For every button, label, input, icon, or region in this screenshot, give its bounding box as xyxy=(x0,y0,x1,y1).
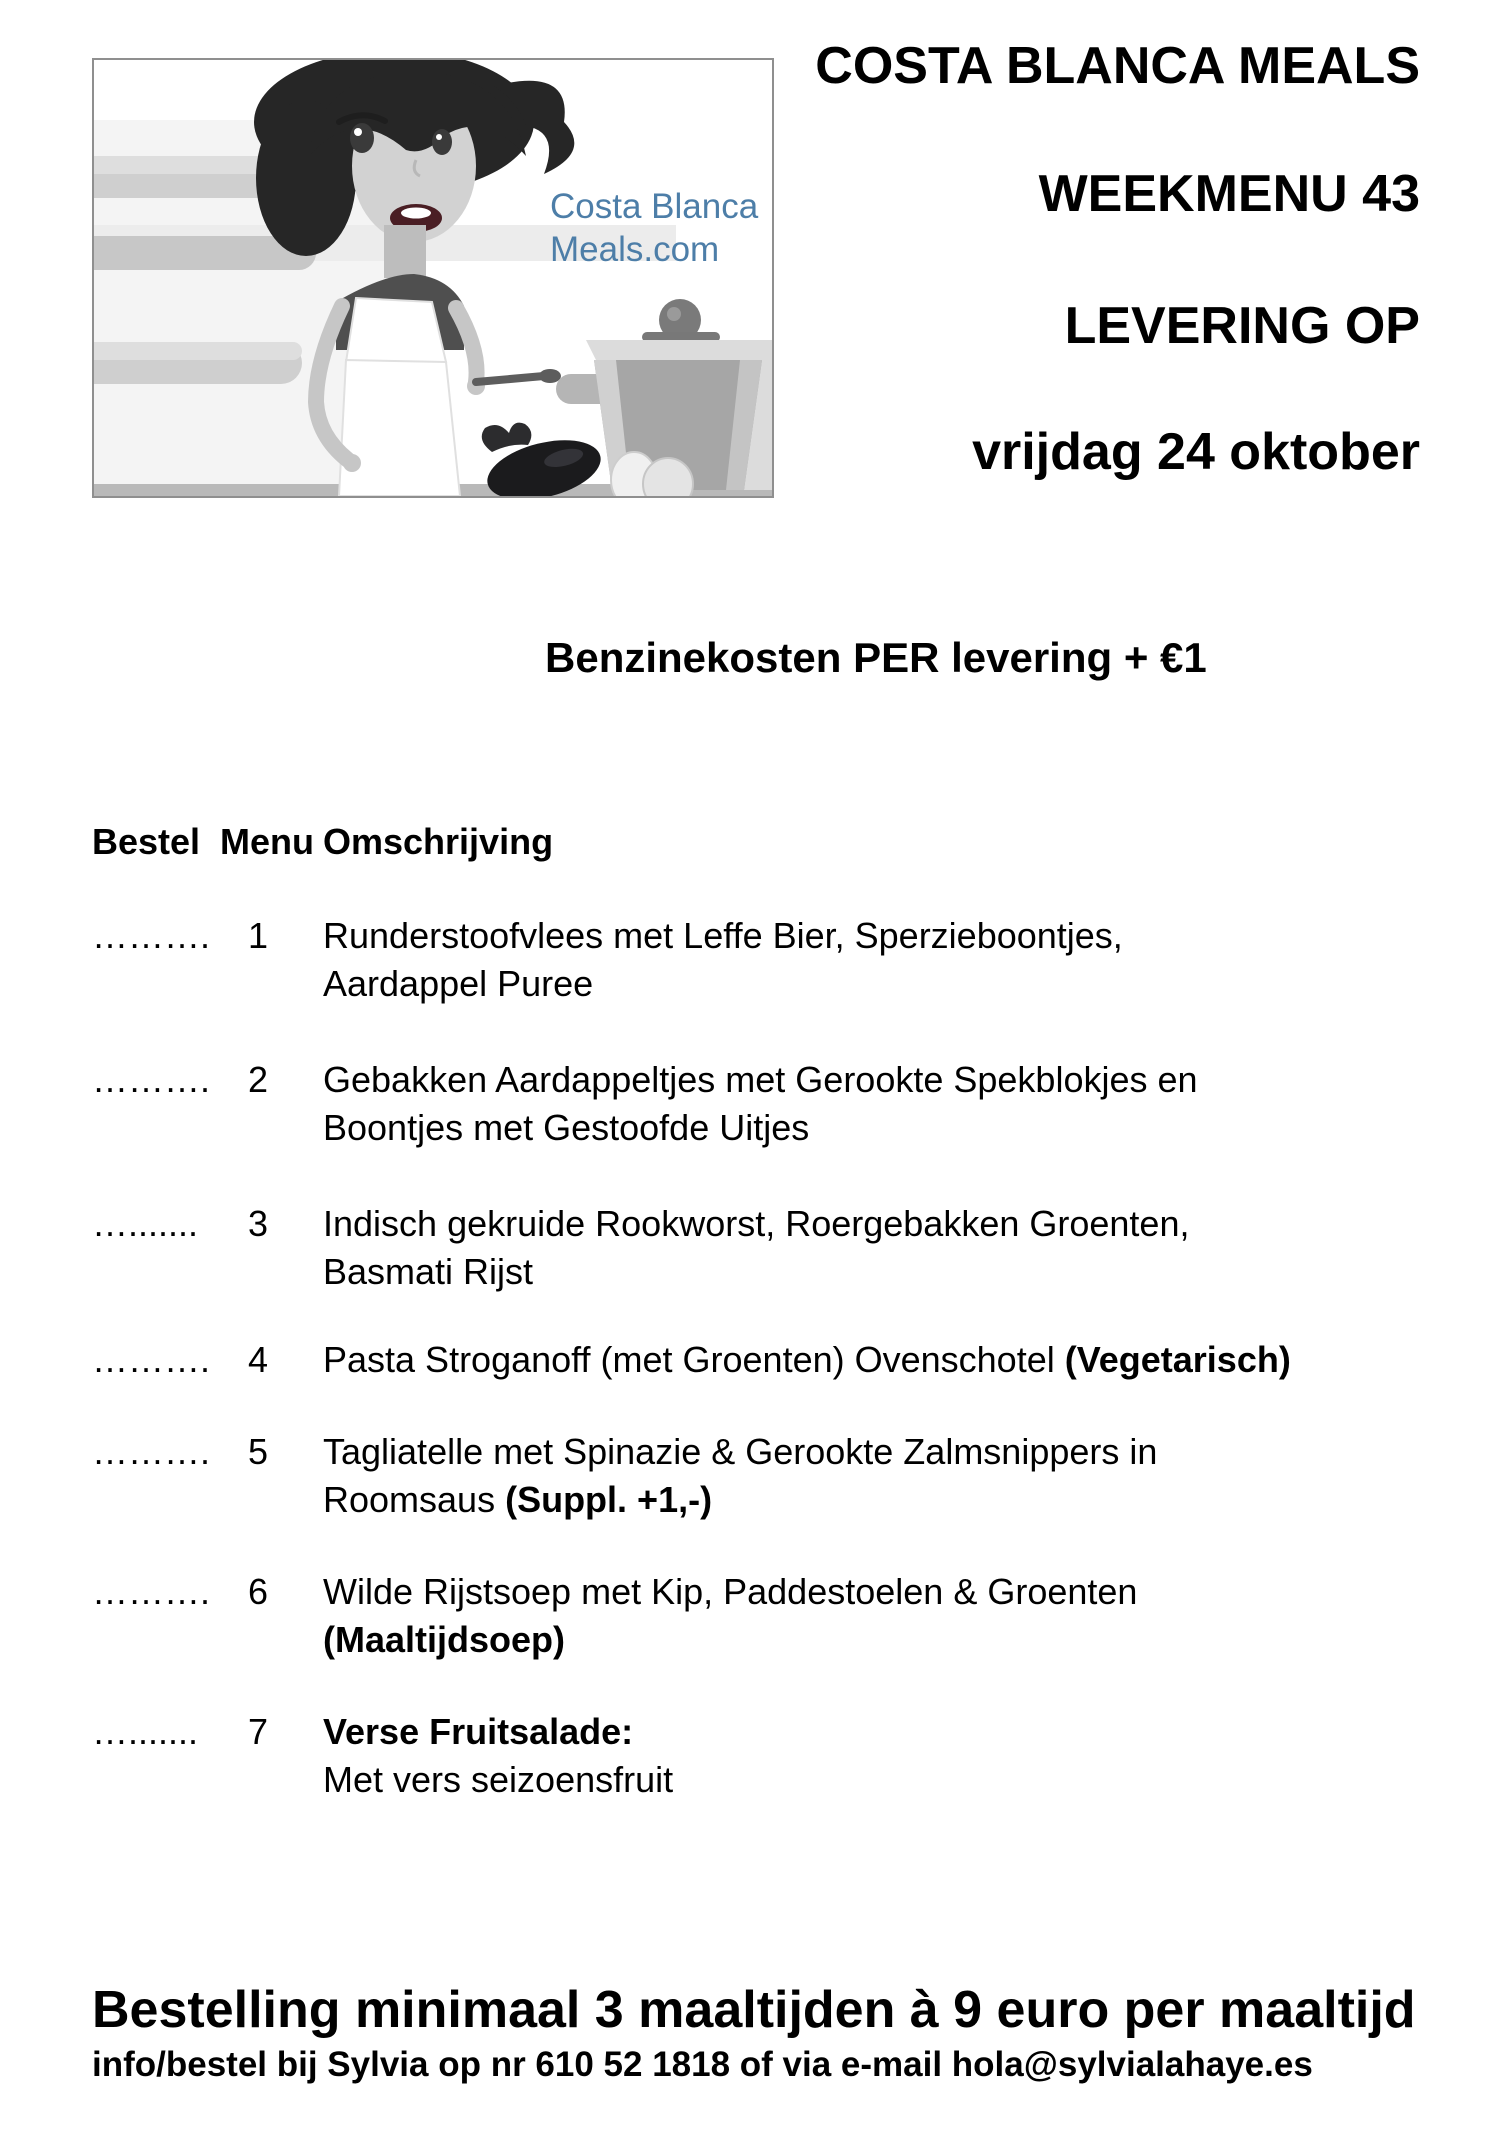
menu-item-description: Pasta Stroganoff (met Groenten) Ovenschotel (Vegetarisch) xyxy=(323,1339,1291,1380)
delivery-heading: LEVERING OP xyxy=(1064,297,1420,355)
fuel-cost-notice: Benzinekosten PER levering + €1 xyxy=(545,634,1207,681)
order-write-in-dots: ………. xyxy=(92,1059,211,1100)
order-write-in-dots: …....... xyxy=(92,1711,199,1752)
menu-item-description: Verse Fruitsalade: Met vers seizoensfruit xyxy=(323,1711,674,1800)
menu-item-number: 6 xyxy=(247,1571,269,1612)
order-write-in-dots: ………. xyxy=(92,1339,211,1380)
delivery-date: vrijdag 24 oktober xyxy=(972,423,1420,481)
logo xyxy=(92,58,774,498)
menu-item-number: 7 xyxy=(247,1711,269,1752)
menu-item-description: Wilde Rijstsoep met Kip, Paddestoelen & Groenten (Maaltijdsoep) xyxy=(323,1571,1138,1660)
order-write-in-dots: ………. xyxy=(92,1431,211,1472)
contact-info: info/bestel bij Sylvia op nr 610 52 1818 of via e-mail hola@sylvialahaye.es xyxy=(92,2045,1313,2084)
logo-brand-line1: Costa Blanca xyxy=(550,187,759,226)
weekmenu-heading: WEEKMENU 43 xyxy=(1038,165,1420,223)
menu-item-description: Tagliatelle met Spinazie & Gerookte Zalmsnippers in Roomsaus (Suppl. +1,-) xyxy=(323,1431,1158,1520)
page-title: COSTA BLANCA MEALS xyxy=(815,37,1420,95)
menu-item-description: Indisch gekruide Rookworst, Roergebakken Groenten, Basmati Rijst xyxy=(323,1203,1190,1292)
menu-item-number: 2 xyxy=(247,1059,269,1100)
logo-illustration xyxy=(94,60,772,496)
menu-item-number: 4 xyxy=(247,1339,269,1380)
order-write-in-dots: …....... xyxy=(92,1203,199,1244)
menu-item-number: 3 xyxy=(247,1203,269,1244)
menu-table-header xyxy=(92,818,1432,866)
menu-item-description: Runderstoofvlees met Leffe Bier, Sperzieboontjes, Aardappel Puree xyxy=(323,915,1123,1004)
menu-item-number: 1 xyxy=(247,915,269,956)
column-header-bestel: Bestel xyxy=(92,821,201,862)
order-write-in-dots: ………. xyxy=(92,915,211,956)
menu-item-description: Gebakken Aardappeltjes met Gerookte Spekblokjes en Boontjes met Gestoofde Uitjes xyxy=(323,1059,1198,1148)
minimum-order-note: Bestelling minimaal 3 maaltijden à 9 euro per maaltijd xyxy=(92,1981,1416,2039)
order-write-in-dots: ………. xyxy=(92,1571,211,1612)
column-header-omschrijving: Omschrijving xyxy=(323,821,554,862)
column-header-menu: Menu xyxy=(220,821,314,862)
logo-brand-line2: Meals.com xyxy=(550,230,720,269)
menu-item-number: 5 xyxy=(247,1431,269,1472)
